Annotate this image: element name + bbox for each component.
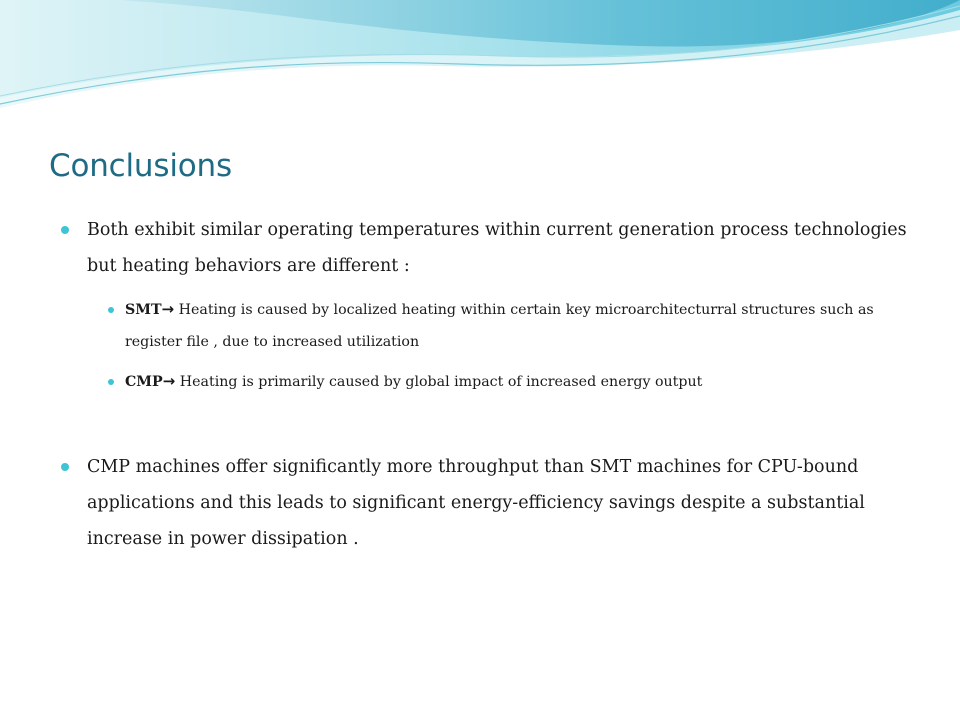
bullet-dot [61,463,69,471]
header-wave-decoration [0,0,960,120]
sub-bullet-dot [108,379,114,385]
bullet-text: CMP machines offer significantly more throughput than SMT machines for CPU-bound applications and this leads to significant energy-efficiency savings despite a substantial increase in power dissipation . [87,457,865,549]
slide-title: Conclusions [49,148,232,184]
sub-bullet-body: Heating is caused by localized heating within certain key microarchitecturral structures such as register file , due to increased utilization [125,302,874,350]
sub-bullet-body: Heating is primarily caused by global impact of increased energy output [175,374,703,390]
arrow-right-icon: → [161,300,175,318]
sub-bullet-lead: CMP [125,374,163,390]
arrow-right-icon: → [162,372,176,390]
bullet-text: Both exhibit similar operating temperatures within current generation process technologies but heating behaviors are different : [87,220,907,276]
sub-bullet-lead: SMT [125,302,162,318]
sub-bullet-text [125,365,915,398]
bullet-dot [61,226,69,234]
sub-bullet-dot [108,307,114,313]
sub-bullet-text [125,293,915,358]
